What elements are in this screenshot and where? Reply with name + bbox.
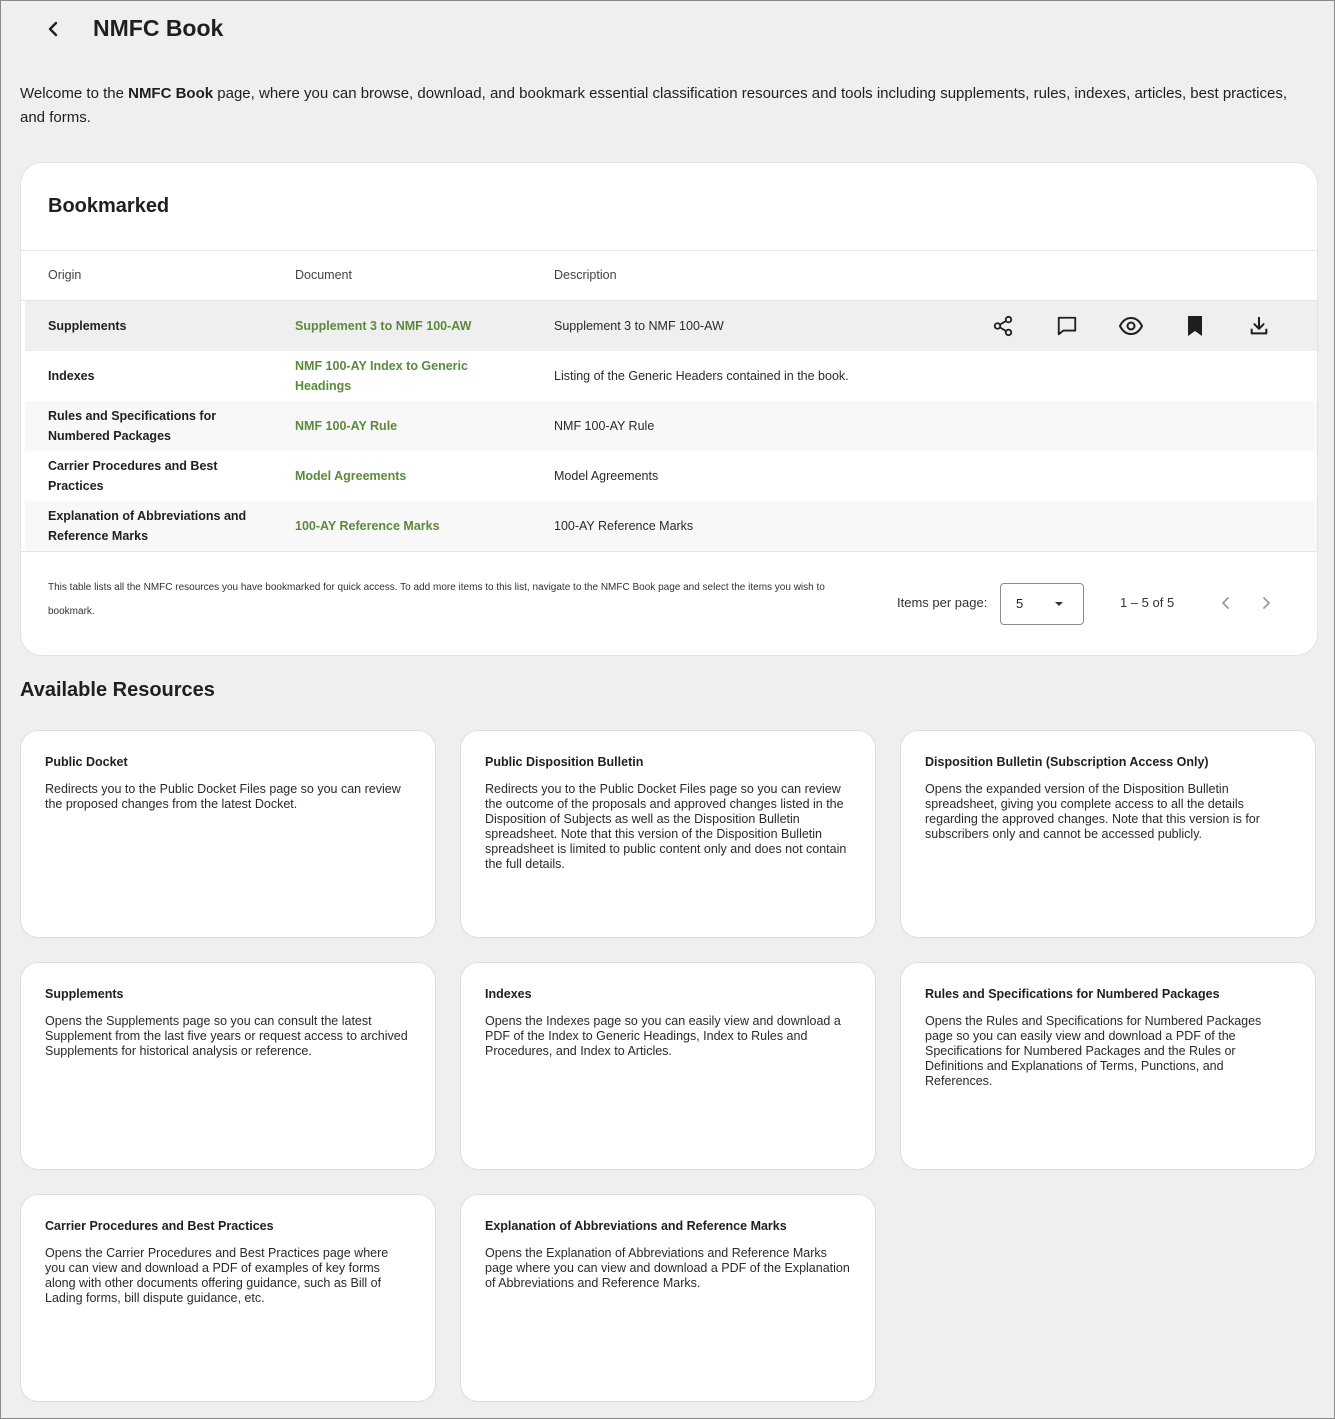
resource-card-carrier-procedures[interactable] bbox=[20, 1194, 436, 1402]
resource-card-description: Redirects you to the Public Docket Files page so you can review the outcome of the proposals and approved changes listed in the Disposition of Subjects as well as the Disposition Bulletin spreadsheet. Note that this version of the Disposition Bulletin spreadsheet is limited to public content only and does not contain the full details. bbox=[485, 782, 847, 871]
resource-card-description: Opens the expanded version of the Disposition Bulletin spreadsheet, giving you complete access to all the details regarding the approved changes. Note that this version is for subscribers only and cannot be accessed publicly. bbox=[925, 782, 1260, 841]
comment-button[interactable] bbox=[1055, 314, 1079, 338]
resource-card-title: Explanation of Abbreviations and Reference Marks bbox=[485, 1219, 787, 1233]
row-origin: Rules and Specifications for Numbered Packages bbox=[48, 409, 217, 443]
resource-card-description: Opens the Supplements page so you can consult the latest Supplement from the last five years or request access to archived Supplements for historical analysis or reference. bbox=[45, 1014, 408, 1058]
resource-card-description: Opens the Indexes page so you can easily view and download a PDF of the Index to Generic Headings, Index to Rules and Procedures, and Index to Articles. bbox=[485, 1014, 841, 1058]
column-header-origin[interactable]: Origin bbox=[48, 268, 82, 282]
page-header bbox=[1, 1, 1334, 61]
row-description: Model Agreements bbox=[554, 469, 659, 483]
pagination-range: 1 – 5 of 5 bbox=[1120, 595, 1175, 610]
resource-card-public-disposition-bulletin[interactable] bbox=[460, 730, 876, 938]
chevron-left-icon bbox=[45, 21, 61, 37]
resource-card-description: Opens the Explanation of Abbreviations and Reference Marks page where you can view and download a PDF of the Explanation of Abbreviations and Reference Marks. bbox=[485, 1246, 850, 1290]
bookmarked-title: Bookmarked bbox=[48, 195, 170, 217]
table-row[interactable] bbox=[25, 401, 1318, 451]
row-origin: Supplements bbox=[48, 319, 127, 333]
back-button[interactable] bbox=[37, 13, 69, 45]
share-icon bbox=[992, 315, 1014, 337]
resource-card-abbreviations-reference-marks[interactable] bbox=[460, 1194, 876, 1402]
chevron-right-icon bbox=[1259, 596, 1273, 610]
divider bbox=[21, 551, 1317, 552]
row-document-link[interactable]: Supplement 3 to NMF 100-AW bbox=[295, 319, 472, 333]
download-button[interactable] bbox=[1247, 314, 1271, 338]
chevron-left-icon bbox=[1219, 596, 1233, 610]
download-icon bbox=[1248, 315, 1270, 337]
items-per-page-label: Items per page: bbox=[897, 595, 988, 610]
row-description: Supplement 3 to NMF 100-AW bbox=[554, 319, 724, 333]
row-actions bbox=[991, 301, 1311, 351]
resource-card-indexes[interactable] bbox=[460, 962, 876, 1170]
share-button[interactable] bbox=[991, 314, 1015, 338]
table-row[interactable] bbox=[25, 301, 1318, 351]
comment-icon bbox=[1056, 315, 1078, 337]
bookmark-button[interactable] bbox=[1183, 314, 1207, 338]
items-per-page-value: 5 bbox=[1016, 596, 1024, 611]
table-row[interactable] bbox=[25, 501, 1318, 551]
intro-suffix: page, where you can browse, download, and bookmark essential classification resources and tools including supplements, rules, indexes, articles, best practices, and forms. bbox=[20, 85, 1288, 126]
next-page-button[interactable] bbox=[1254, 591, 1278, 615]
row-description: Listing of the Generic Headers contained in the book. bbox=[554, 369, 849, 383]
column-header-description[interactable]: Description bbox=[554, 268, 617, 282]
previous-page-button[interactable] bbox=[1214, 591, 1238, 615]
intro-text bbox=[20, 82, 1310, 130]
items-per-page-select[interactable] bbox=[1000, 583, 1084, 625]
bookmark-icon bbox=[1185, 315, 1205, 337]
resource-card-title: Indexes bbox=[485, 987, 532, 1001]
row-origin: Explanation of Abbreviations and Reference Marks bbox=[48, 509, 247, 543]
row-origin: Indexes bbox=[48, 369, 95, 383]
row-description: NMF 100-AY Rule bbox=[554, 419, 655, 433]
row-document-link[interactable]: NMF 100-AY Rule bbox=[295, 419, 398, 433]
resource-card-title: Supplements bbox=[45, 987, 124, 1001]
view-icon bbox=[1119, 314, 1143, 338]
resource-card-disposition-bulletin-subscription[interactable] bbox=[900, 730, 1316, 938]
resource-card-title: Disposition Bulletin (Subscription Access Only) bbox=[925, 755, 1209, 769]
bookmarked-note: This table lists all the NMFC resources you have bookmarked for quick access. To add more items to this list, navigate to the NMFC Book page and select the items you wish to bookmark. bbox=[48, 582, 825, 617]
resource-card-description: Opens the Carrier Procedures and Best Practices page where you can view and download a PDF of examples of key forms along with other documents offering guidance, such as Bill of Lading forms, bill dispute guidance, etc. bbox=[45, 1246, 389, 1305]
intro-prefix: Welcome to the bbox=[20, 85, 129, 102]
row-document-link[interactable]: 100-AY Reference Marks bbox=[295, 519, 440, 533]
row-origin: Carrier Procedures and Best Practices bbox=[48, 459, 218, 493]
resource-card-supplements[interactable] bbox=[20, 962, 436, 1170]
row-description: 100-AY Reference Marks bbox=[554, 519, 694, 533]
row-document-link[interactable]: NMF 100-AY Index to Generic Headings bbox=[295, 359, 468, 393]
resource-card-title: Rules and Specifications for Numbered Packages bbox=[925, 987, 1220, 1001]
resource-card-title: Public Disposition Bulletin bbox=[485, 755, 644, 769]
resource-card-description: Opens the Rules and Specifications for Numbered Packages page so you can easily view and download a PDF of the Specifications for Numbered Packages and the Rules or Definitions and Explanations of Terms, Punctions, and References. bbox=[925, 1014, 1262, 1088]
caret-down-icon bbox=[1055, 602, 1063, 606]
resource-card-rules-specifications[interactable] bbox=[900, 962, 1316, 1170]
intro-bold: NMFC Book bbox=[128, 85, 214, 102]
resource-card-title: Public Docket bbox=[45, 755, 128, 769]
column-header-document[interactable]: Document bbox=[295, 268, 352, 282]
bookmarked-card bbox=[20, 162, 1318, 656]
resource-card-description: Redirects you to the Public Docket Files page so you can review the proposed changes from the latest Docket. bbox=[45, 782, 401, 811]
resource-card-title: Carrier Procedures and Best Practices bbox=[45, 1219, 274, 1233]
table-row[interactable] bbox=[25, 451, 1318, 501]
row-document-link[interactable]: Model Agreements bbox=[295, 469, 407, 483]
table-row[interactable] bbox=[25, 351, 1318, 401]
resource-card-public-docket[interactable] bbox=[20, 730, 436, 938]
divider bbox=[21, 250, 1317, 251]
view-button[interactable] bbox=[1119, 314, 1143, 338]
available-resources-title: Available Resources bbox=[20, 679, 215, 701]
page-title: NMFC Book bbox=[93, 15, 224, 41]
